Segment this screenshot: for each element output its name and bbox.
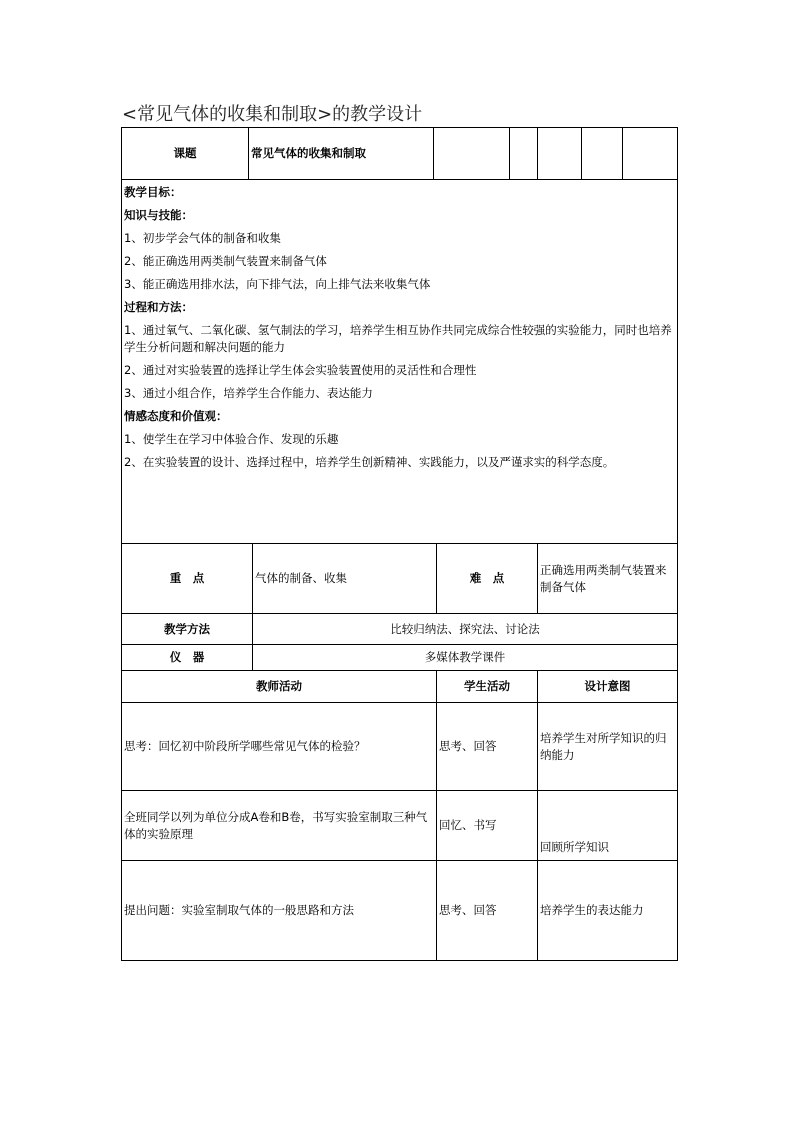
- design-intent: 培养学生的表达能力: [538, 861, 678, 961]
- design-intent: 培养学生对所学知识的归纳能力: [538, 703, 678, 791]
- key-value: 气体的制备、收集: [253, 544, 437, 614]
- design-intent-header: 设计意图: [538, 671, 678, 703]
- emotion-item: 1、使学生在学习中体验合作、发现的乐趣: [124, 432, 339, 446]
- header-value: 常见气体的收集和制取: [249, 128, 434, 180]
- difficulty-value: 正确选用两类制气装置来制备气体: [538, 544, 678, 614]
- knowledge-heading: 知识与技能：: [124, 208, 193, 222]
- header-blank-4: [582, 128, 623, 180]
- equipment-label: 仪 器: [122, 645, 253, 671]
- difficulty-label: 难 点: [437, 544, 538, 614]
- teacher-activity: 全班同学以列为单位分成A卷和B卷，书写实验室制取三种气体的实验原理: [122, 791, 437, 861]
- student-activity-header: 学生活动: [437, 671, 538, 703]
- activity-header-row: [122, 671, 678, 703]
- table-row: [122, 861, 678, 961]
- process-item: 1、通过氧气、二氧化碳、氢气制法的学习，培养学生相互协作共同完成综合性较强的实验能力，同时也培养学生分析问题和解决问题的能力: [124, 323, 672, 354]
- knowledge-item: 2、能正确选用两类制气装置来制备气体: [124, 254, 327, 268]
- header-label: 课题: [122, 128, 249, 180]
- objectives-heading: 教学目标：: [124, 185, 182, 199]
- emotion-heading: 情感态度和价值观：: [124, 409, 228, 423]
- method-label: 教学方法: [122, 614, 253, 645]
- emotion-item: 2、在实验装置的设计、选择过程中，培养学生创新精神、实践能力，以及严谨求实的科学态度。: [124, 455, 615, 469]
- objectives-row: [122, 180, 678, 544]
- header-row: [122, 128, 678, 180]
- knowledge-item: 3、能正确选用排水法，向下排气法，向上排气法来收集气体: [124, 277, 431, 291]
- student-activity: 回忆、书写: [437, 791, 538, 861]
- equipment-row: [122, 645, 678, 671]
- header-blank-3: [538, 128, 582, 180]
- header-blank-5: [623, 128, 678, 180]
- student-activity: 思考、回答: [437, 861, 538, 961]
- student-activity: 思考、回答: [437, 703, 538, 791]
- teacher-activity: 思考：回忆初中阶段所学哪些常见气体的检验？: [122, 703, 437, 791]
- process-heading: 过程和方法：: [124, 300, 193, 314]
- knowledge-item: 1、初步学会气体的制备和收集: [124, 231, 281, 245]
- method-value: 比较归纳法、探究法、讨论法: [253, 614, 678, 645]
- key-label: 重 点: [122, 544, 253, 614]
- teacher-activity: 提出问题：实验室制取气体的一般思路和方法: [122, 861, 437, 961]
- objectives-cell: [122, 180, 678, 544]
- method-row: [122, 614, 678, 645]
- table-row: [122, 791, 678, 861]
- document-title: <常见气体的收集和制取>的教学设计: [122, 104, 423, 125]
- design-intent: 回顾所学知识: [538, 791, 678, 861]
- lesson-plan-table: [121, 127, 678, 961]
- process-item: 2、通过对实验装置的选择让学生体会实验装置使用的灵活性和合理性: [124, 363, 477, 377]
- keypoints-row: [122, 544, 678, 614]
- equipment-value: 多媒体教学课件: [253, 645, 678, 671]
- teacher-activity-header: 教师活动: [122, 671, 437, 703]
- process-item: 3、通过小组合作，培养学生合作能力、表达能力: [124, 386, 373, 400]
- header-blank-1: [434, 128, 510, 180]
- header-blank-2: [510, 128, 538, 180]
- table-row: [122, 703, 678, 791]
